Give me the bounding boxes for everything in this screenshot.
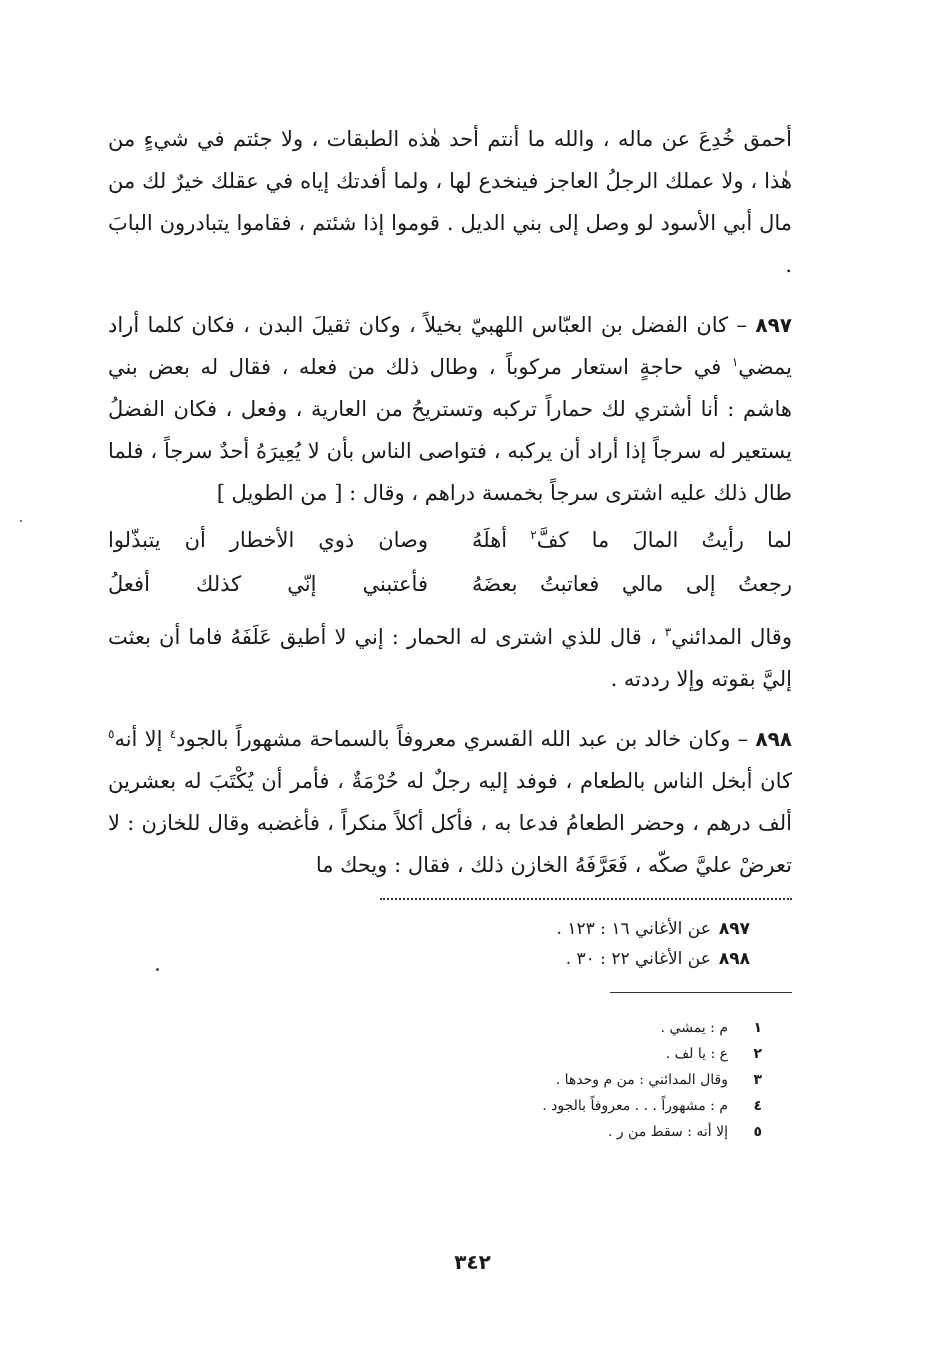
footnote-number: ٣ [753,1072,762,1088]
paragraph-898: ٨٩٨ – وكان خالد بن عبد الله القسري معروفاً بالسماحة مشهوراً بالجود$^٤$ إلا أنه$^٥$ كان أبخل الناس بالطعام ، فوفد إليه رجلٌ له حُرْمَةٌ ، فأمر أن يُكْتَبَ له بعشرين ألف درهم ، وحضر الطعامُ فدعا به ، فأكل أكلاً منكراً ، فأغضبه وقال للخازن : لا تعرضْ عليَّ صكّه ، فَعَرَّفَهُ الخازن ذلك ، فقال : ويحك ما [108,727,792,877]
footnote-ref[interactable]: ١ [731,355,739,369]
source-number: ٨٩٧ [718,919,750,939]
verse-line [108,562,792,606]
footnote-ref[interactable]: ٢ [530,528,537,542]
page-number: ٣٤٢ [454,1250,491,1274]
source-number: ٨٩٨ [718,949,750,969]
scan-speck [156,968,159,971]
entry-number: ٨٩٨ [755,727,792,751]
scan-speck [20,520,22,522]
hemistich-first: لما رأيتُ المالَ ما كفَّ$^٢$ أهلَهُ [472,528,792,552]
footnote [108,1041,762,1067]
entry-number: ٨٩٧ [755,313,792,337]
footnote-text: إلا أنه : سقط من ر . [607,1124,728,1140]
hemistich-first: رجعتُ إلى مالي فعاتبتُ بعضَهُ [472,572,792,596]
paragraph-madaini: وقال المدائني$^٣$ ، قال للذي اشترى له الحمار : إني لا أطيق عَلَفَهُ فاما أن بعثت إليَّ بقوته وإلا رددته . [108,625,792,691]
footnote [108,1015,762,1041]
poetic-meter: [ من الطويل ] [216,481,343,505]
footnote-text: وقال المدائني : من م وحدها . [555,1072,728,1088]
footnote-text: م : يمشي . [660,1020,728,1036]
footnote-ref[interactable]: ٥ [108,727,115,741]
footnote-text: ع : يا لف . [665,1046,728,1062]
footnote [108,1067,762,1093]
hemistich-second: فأعتبني إنّي كذلك أفعلُ [108,572,428,596]
footnote-number: ٢ [753,1046,762,1062]
paragraph-text: – كان الفضل بن العبّاس اللهبيّ بخيلاً ، وكان ثقيلَ البدن ، فكان كلما أراد يمضي [108,313,792,379]
footnote-divider [610,992,792,993]
source-line [108,944,750,974]
source-notes [108,914,750,974]
footnote-number: ٤ [753,1098,762,1114]
paragraph-897 [108,304,792,514]
footnote-number: ٥ [753,1124,762,1140]
footnote-ref[interactable]: ٣ [664,625,672,639]
poem [108,518,792,606]
footnote-number: ١ [753,1020,762,1036]
dotted-divider [380,898,792,900]
source-text: عن الأغاني ١٦ : ١٢٣ . [556,919,711,939]
paragraph-text: في حاجةٍ استعار مركوباً ، وطال ذلك من فعله ، فقال له بعض بني هاشم : أنا أشتري لك حماراً تركبه وتستريحُ من العارية ، وفعل ، فكان الفضلُ يستعير له سرجاً إذا أراد أن يركبه ، فتواصى الناس بأن لا يُعِيرَهُ أحدٌ سرجاً ، فلما طال ذلك عليه اشترى سرجاً بخمسة دراهم ، وقال : [108,355,792,505]
verse-line [108,518,792,562]
source-line [108,914,750,944]
paragraph-continuation: أحمق خُدِعَ عن ماله ، والله ما أنتم أحد هٰذه الطبقات ، ولا جئتم في شيءٍ من هٰذا ، ولا عملك الرجلُ العاجز فينخدع لها ، ولما أفدتك إياه في عقلك خيرٌ لك من مال أبي الأسود لو وصل إلى بني الديل . قوموا إذا شئتم ، فقاموا يتبادرون البابَ . [108,127,792,277]
source-text: عن الأغاني ٢٢ : ٣٠ . [565,949,711,969]
page-body [108,118,792,1145]
footnotes [108,1015,762,1145]
footnote-text: م : مشهوراً . . . معروفاً بالجود . [542,1098,728,1114]
hemistich-second: وصان ذوي الأخطار أن يتبذّلوا [108,528,428,552]
footnote [108,1093,762,1119]
footnote-ref[interactable]: ٤ [169,727,177,741]
footnote [108,1119,762,1145]
